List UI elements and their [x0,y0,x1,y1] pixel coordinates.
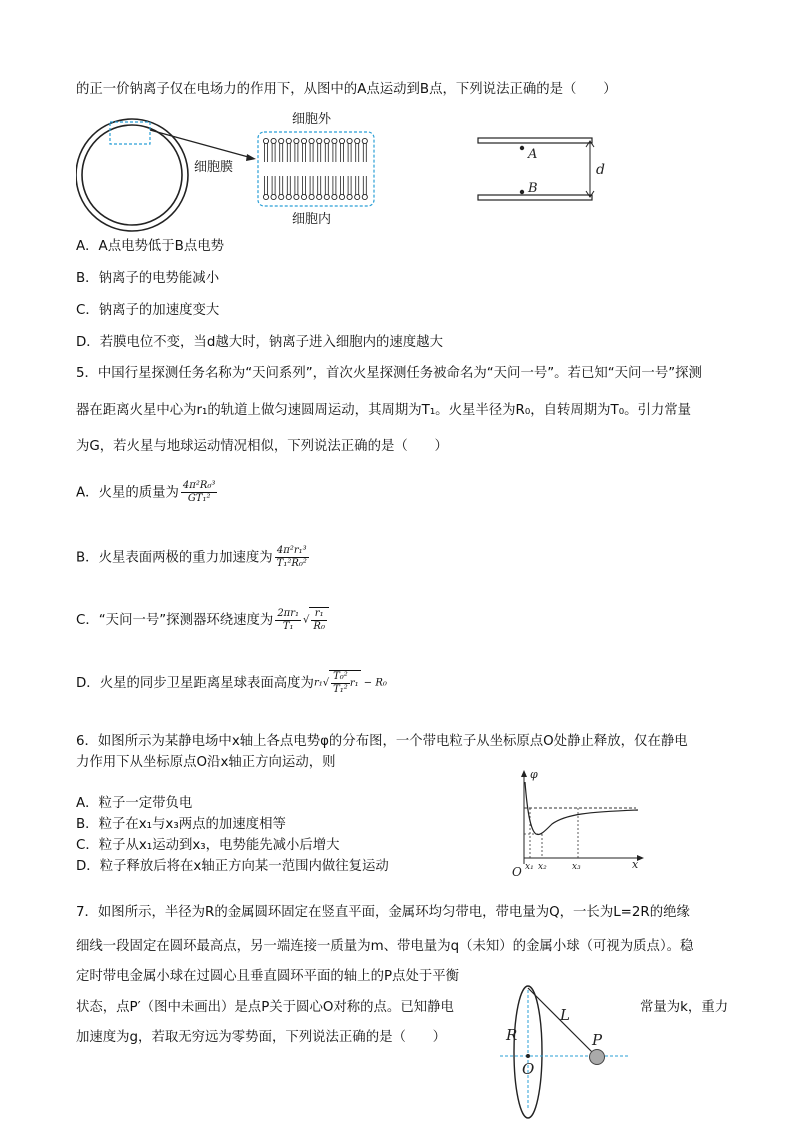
lipid-tail [295,176,298,195]
lipid-head [294,138,299,143]
lipid-tail [333,176,336,195]
lipid-head [301,138,306,143]
lipid-head [286,138,291,143]
label-x1: x₁ [525,862,534,872]
q6-line-1: 6．如图所示为某静电场中x轴上各点电势φ的分布图，一个带电粒子从坐标原点O处静止释放，仅在静电 [76,734,688,749]
lipid-tail [318,143,321,162]
label-a: A [528,147,538,162]
lipid-head [347,194,352,199]
q6-option-c: C．粒子从x₁运动到x₃，电势能先减小后增大 [76,838,340,853]
label-o: O [512,865,522,879]
zoom-arrow [150,130,252,158]
lipid-head [301,194,306,199]
lipid-tail [287,176,290,195]
formula-c: $\frac{\text{2πr₁}}{\text{T₁}}$ [277,607,300,632]
lipid-head [362,194,367,199]
lipid-head [279,194,284,199]
q6-option-d: D．粒子释放后将在x轴正方向某一范围内做往复运动 [76,859,389,874]
lipid-tail [341,143,344,162]
q5-option-a-text: A．火星的质量为 [76,485,179,501]
lipid-tail [325,143,328,162]
lipid-head [324,138,329,143]
q7-line-5: 加速度为g，若取无穷远为零势面，下列说法正确的是（ ） [76,1030,447,1045]
label-b: B [528,181,538,196]
ball-p [590,1050,605,1065]
lipid-tail [280,176,283,195]
lipid-head [332,138,337,143]
lipid-head [271,194,276,199]
lipid-tail [325,176,328,195]
q5-line-2: 器在距离火星中心为r₁的轨道上做匀速圆周运动，其周期为T₁。火星半径为R₀，自转周期为T₀。引力常量 [76,403,692,418]
q7-line-4: 状态，点P′（图中未画出）是点P关于圆心O对称的点。已知静电 [76,1000,454,1015]
lipid-tail [280,143,283,162]
center-o [526,1054,530,1058]
label-x: x [632,858,639,871]
label-inside: 细胞内 [292,212,332,227]
label-d: d [596,162,605,178]
lipid-tail [287,143,290,162]
lipid-tail [310,143,313,162]
q6-option-b: B．粒子在x₁与x₃两点的加速度相等 [76,817,286,832]
q5-option-a [76,480,219,505]
label-phi: φ [530,768,538,781]
lipid-head [362,138,367,143]
label-x2: x₂ [538,862,547,872]
q6-line-2: 力作用下从坐标原点O沿x轴正方向运动，则 [76,755,336,770]
lipid-head [309,194,314,199]
label-r: R [506,1026,518,1044]
lipid-tail [318,176,321,195]
lipid-tail [303,143,306,162]
lipid-head [309,138,314,143]
q5-option-c [76,607,329,633]
lipid-tail [348,143,351,162]
label-o: O [522,1060,535,1078]
q7-line-4-tail: 常量为k，重力 [640,1000,729,1015]
lipid-tail [295,143,298,162]
lipid-head [339,194,344,199]
lipid-head [347,138,352,143]
label-outside: 细胞外 [292,112,332,127]
lipid-tail [363,176,366,195]
q4-option-d: D．若膜电位不变，当d越大时，钠离子进入细胞内的速度越大 [76,335,443,350]
lipid-head [339,138,344,143]
label-p: P [592,1031,603,1049]
q7-line-2: 细线一段固定在圆环最高点，另一端连接一质量为m、带电量为q（未知）的金属小球（可视为质点）。稳 [76,939,694,954]
formula-c-sqrt: √ $\frac{\text{r₁}}{\text{R₀}}$ [303,607,329,633]
q6-option-a: A．粒子一定带负电 [76,796,193,811]
lipid-head [286,194,291,199]
q4-option-c: C．钠离子的加速度变大 [76,303,220,318]
lipid-row-bottom [263,176,367,200]
lipid-tail [348,176,351,195]
formula-d: r₁√ $\frac{\text{T₀²}}{\text{T₁²}}$ r₁ − R₀ [313,671,387,695]
lipid-tail [310,176,313,195]
zoom-arrow-head [246,154,256,161]
lipid-head [294,194,299,199]
q5-option-b [76,545,311,570]
lipid-tail [363,143,366,162]
q5-option-d-text: D．火星的同步卫星距离星球表面高度为 [76,676,314,691]
label-membrane: 细胞膜 [194,160,234,175]
point-b [520,190,524,194]
formula-b: $\frac{\text{4π²r₁³}}{\text{T₁²R₀²}}$ [276,545,307,569]
q7-line-3: 定时带电金属小球在过圆心且垂直圆环平面的轴上的P点处于平衡 [76,969,460,984]
point-a [520,146,524,150]
lipid-head [355,194,360,199]
lipid-tail [356,176,359,195]
lipid-tail [272,143,275,162]
q4-option-a: A．A点电势低于B点电势 [76,239,225,254]
label-l: L [560,1006,570,1024]
lipid-tail [272,176,275,195]
q5-option-c-text: C．“天问一号”探测器环绕速度为 [76,613,274,628]
lipid-tail [333,143,336,162]
lipid-head [355,138,360,143]
lipid-head [279,138,284,143]
lipid-tail [341,176,344,195]
lipid-tail [265,176,268,195]
q4-option-b: B．钠离子的电势能减小 [76,271,220,286]
lipid-head [317,194,322,199]
lipid-tail [356,143,359,162]
lipid-head [324,194,329,199]
lipid-head [332,194,337,199]
cell-inner-ring [82,125,182,225]
plates-figure [474,134,624,206]
label-x3: x₃ [572,862,581,872]
potential-graph [508,768,648,880]
lipid-head [263,138,268,143]
q5-option-b-text: B．火星表面两极的重力加速度为 [76,550,273,566]
q4-stem: 的正一价钠离子仅在电场力的作用下，从图中的A点运动到B点，下列说法正确的是（ ） [76,82,617,97]
q5-line-3: 为G，若火星与地球运动情况相似，下列说法正确的是（ ） [76,439,448,454]
q5-line-1: 5．中国行星探测任务名称为“天问系列”，首次火星探测任务被命名为“天问一号”。若已知“天问一号”探测 [76,366,702,381]
lipid-row-top [263,138,367,162]
formula-a: $\frac{\text{4π²R₀³}}{\text{GT₁²}}$ [182,480,216,504]
lipid-head [271,138,276,143]
q5-option-d [76,670,387,696]
ring-figure [496,984,636,1120]
top-plate [478,138,592,143]
lipid-tail [303,176,306,195]
cell-membrane-figure [76,110,396,240]
lipid-tail [265,143,268,162]
q7-line-1: 7．如图所示，半径为R的金属圆环固定在竖直平面，金属环均匀带电，带电量为Q，一长为L=2R的绝缘 [76,905,690,920]
lipid-head [317,138,322,143]
lipid-head [263,194,268,199]
